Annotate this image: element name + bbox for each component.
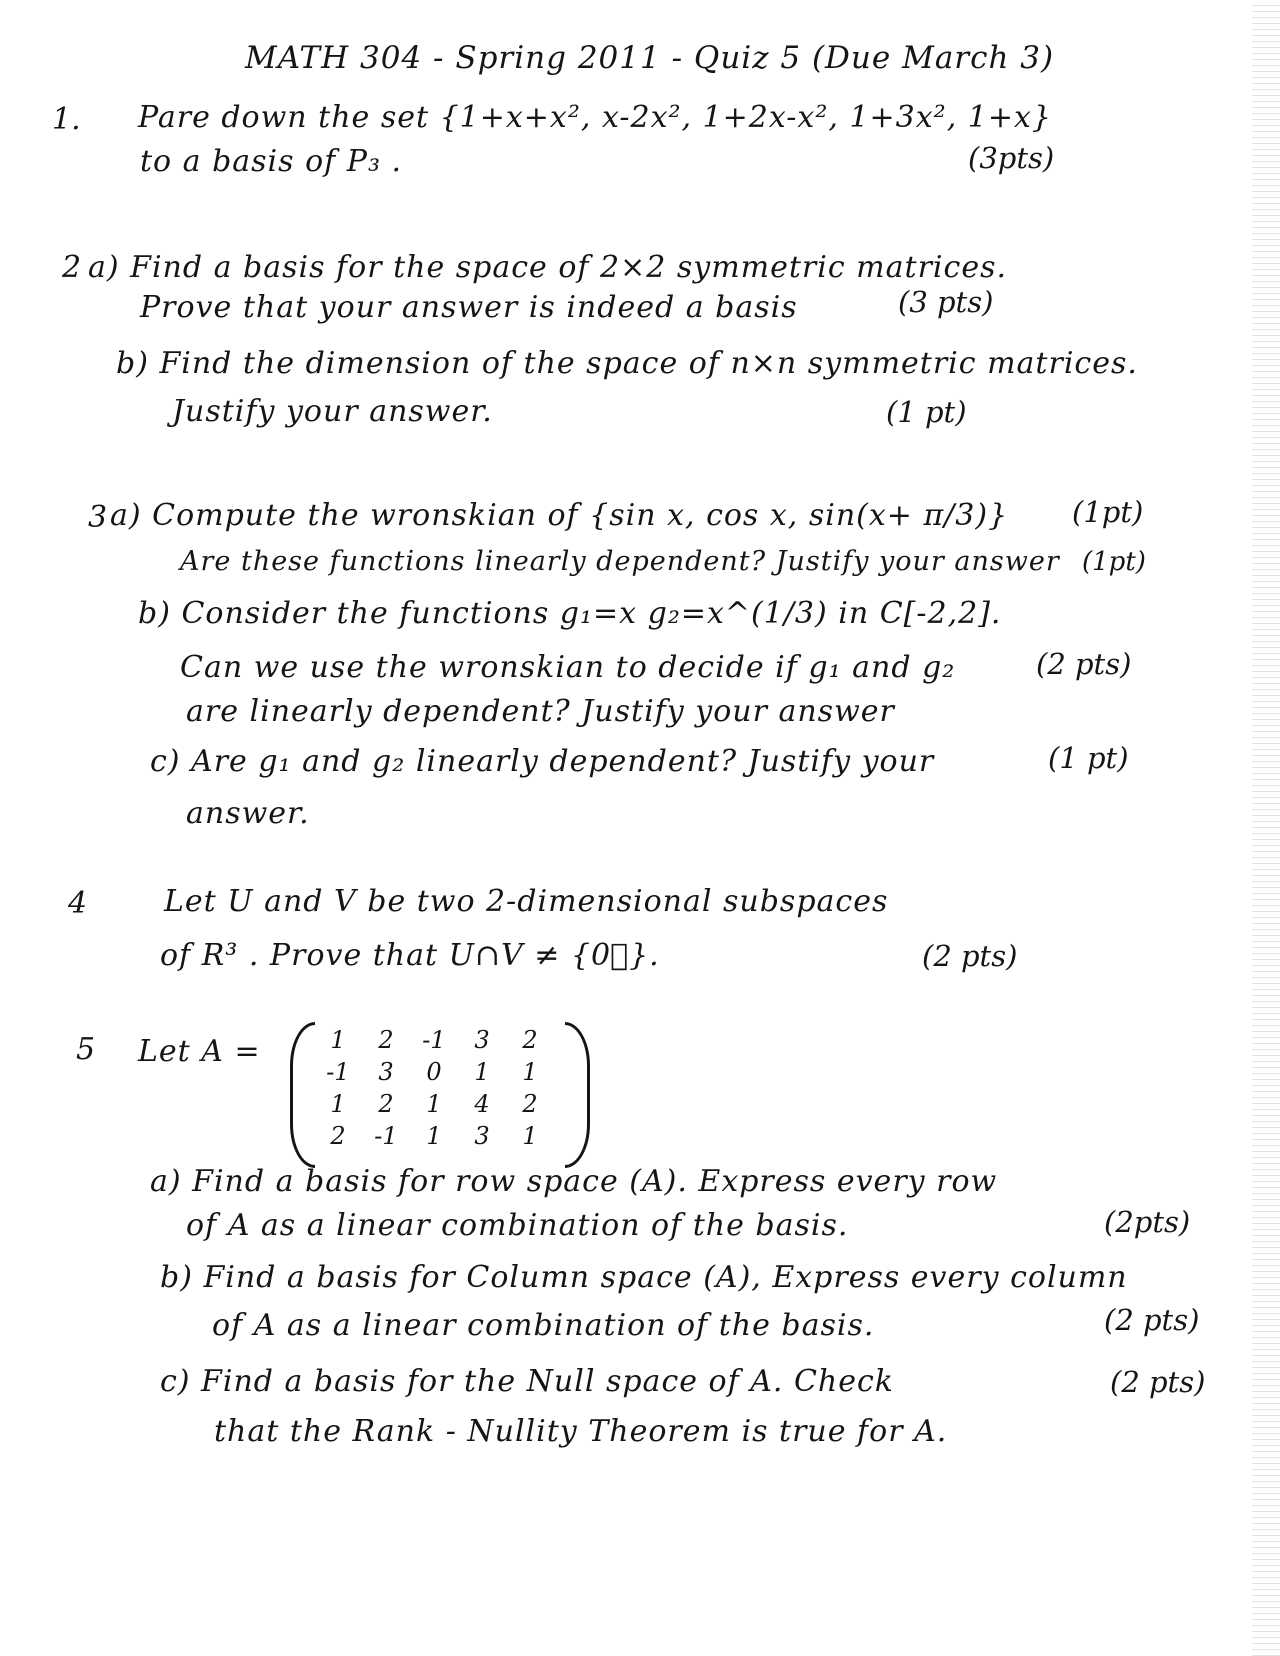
q5b-line2: of A as a linear combination of the basis.	[212, 1308, 875, 1343]
matrix-cell: 1	[330, 1090, 346, 1118]
matrix-cell: 2	[522, 1090, 538, 1118]
q3b-points: (2 pts)	[1036, 647, 1132, 681]
q1-points: (3pts)	[968, 141, 1055, 175]
matrix-row	[314, 1024, 554, 1056]
q3c-points: (1 pt)	[1048, 741, 1129, 775]
q3b-line3: are linearly dependent? Justify your answer	[186, 694, 895, 729]
matrix-right-paren	[565, 1022, 590, 1168]
matrix-cell: 3	[474, 1122, 490, 1150]
matrix-cell: 1	[522, 1122, 538, 1150]
q5b-line1: b) Find a basis for Column space (A), Express every column	[160, 1260, 1128, 1295]
matrix-cell: 1	[426, 1122, 442, 1150]
matrix-cell: 4	[474, 1090, 490, 1118]
q2a-line1: a) Find a basis for the space of 2×2 symmetric matrices.	[88, 250, 1007, 285]
q5b-points: (2 pts)	[1104, 1303, 1200, 1337]
q1-line1: Pare down the set {1+x+x², x-2x², 1+2x-x², 1+3x², 1+x}	[138, 100, 1052, 135]
matrix-cell: -1	[326, 1058, 350, 1086]
matrix-a-entries	[314, 1024, 554, 1152]
q3c-line1: c) Are g₁ and g₂ linearly dependent? Justify your	[150, 744, 935, 779]
q4-line2: of R³ . Prove that U∩V ≠ {0⃗}.	[160, 938, 660, 973]
matrix-cell: 2	[378, 1026, 394, 1054]
q1-line2: to a basis of P₃ .	[140, 144, 403, 179]
matrix-cell: 0	[426, 1058, 442, 1086]
matrix-cell: 1	[330, 1026, 346, 1054]
matrix-cell: 3	[474, 1026, 490, 1054]
matrix-cell: 3	[378, 1058, 394, 1086]
matrix-cell: 2	[522, 1026, 538, 1054]
q5c-line1: c) Find a basis for the Null space of A. Check	[160, 1364, 894, 1399]
q2b-line1: b) Find the dimension of the space of n×n symmetric matrices.	[116, 346, 1138, 381]
q3a-line2: Are these functions linearly dependent? Justify your answer	[180, 546, 1060, 577]
q3b-line1: b) Consider the functions g₁=x g₂=x^(1/3) in C[-2,2].	[138, 596, 1002, 631]
q3c-line2: answer.	[186, 796, 310, 831]
matrix-cell: 2	[378, 1090, 394, 1118]
q3b-line2: Can we use the wronskian to decide if g₁ and g₂	[180, 650, 956, 685]
q2a-line2: Prove that your answer is indeed a basis	[140, 290, 798, 325]
matrix-cell: 1	[426, 1090, 442, 1118]
matrix-cell: 1	[474, 1058, 490, 1086]
page-title: MATH 304 - Spring 2011 - Quiz 5 (Due March 3)	[245, 40, 1055, 76]
q5c-points: (2 pts)	[1110, 1365, 1206, 1399]
matrix-cell: 1	[522, 1058, 538, 1086]
q5c-line2: that the Rank - Nullity Theorem is true for A.	[214, 1414, 948, 1449]
q2a-points: (3 pts)	[898, 285, 994, 319]
q4-points: (2 pts)	[922, 939, 1018, 973]
page-edge-shadow	[1252, 0, 1280, 1656]
matrix-row	[314, 1088, 554, 1120]
q3-number: 3	[88, 500, 108, 535]
q3a-points2: (1pt)	[1082, 547, 1146, 577]
matrix-left-paren	[290, 1022, 315, 1168]
q1-number: 1.	[52, 102, 81, 137]
q2-number: 2	[62, 250, 82, 285]
q5-number: 5	[76, 1032, 96, 1067]
q2b-points: (1 pt)	[886, 395, 967, 429]
matrix-row	[314, 1120, 554, 1152]
q5a-line1: a) Find a basis for row space (A). Express every row	[150, 1164, 998, 1199]
q5a-points: (2pts)	[1104, 1205, 1191, 1239]
q4-number: 4	[68, 886, 88, 921]
matrix-row	[314, 1056, 554, 1088]
q5-intro: Let A =	[138, 1034, 261, 1069]
q3a-points1: (1pt)	[1072, 495, 1144, 529]
q2b-line2: Justify your answer.	[172, 394, 493, 429]
q5a-line2: of A as a linear combination of the basis.	[186, 1208, 849, 1243]
matrix-cell: -1	[422, 1026, 446, 1054]
matrix-a	[290, 1022, 590, 1162]
matrix-cell: -1	[374, 1122, 398, 1150]
matrix-cell: 2	[330, 1122, 346, 1150]
q4-line1: Let U and V be two 2-dimensional subspaces	[164, 884, 889, 919]
q3a-line1: a) Compute the wronskian of {sin x, cos x, sin(x+ π/3)}	[110, 498, 1009, 533]
